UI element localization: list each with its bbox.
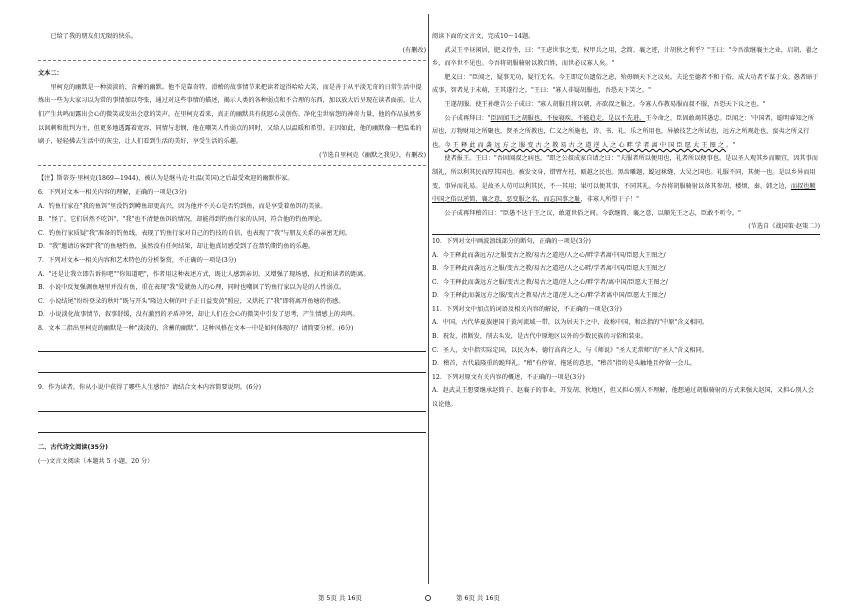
question-11: 11．下列对文中加点的词语及相关内容的解说，不正确的一项是(3分) bbox=[432, 305, 622, 313]
q7-option: C．小说结尾"纷纷登录的秋叶"既与开头"隆边大树的叶子正日益变黄"照应，又烘托了"我"即将离开鱼塘的伤感。 bbox=[38, 297, 345, 305]
q10-option: B．今王释此而袭远方之服/变古之教/易古之道逆/人之心畔/学者离中国/臣愿大王图之/ bbox=[432, 265, 666, 273]
text2-source: (节选自里柯克《幽默之我见》，有删改) bbox=[319, 151, 426, 159]
answer-line bbox=[38, 360, 426, 373]
q11-option: B．祝发，指断发，削去头发，是古代中原地区以外的少数民族的习俗和装束。 bbox=[432, 333, 647, 341]
passage-paragraph: 王遂胡服。使王孙绁告公子成曰："寡人胡服且将以朝，亦欲叔之服之。今寡人作教易服而叔不服，吾恐天下议之也。" bbox=[444, 100, 766, 108]
q6-option: D．"我"邀请访客到"我"的鱼塘钓鱼，虽然没有任何结果，却让他真切感受到了在禁钓期钓鱼的乐趣。 bbox=[38, 243, 315, 251]
passage-paragraph bbox=[432, 152, 820, 206]
q11-option: C．圣人，文中指实际定国，以民为本，德行高尚之人，与《师说》"圣人无常师"的"圣人"含义相同。 bbox=[432, 346, 708, 354]
reading-instruction: 阅读下面的文言文，完成10～14题。 bbox=[432, 33, 535, 40]
page-number-right: 第 6页 共 16页 bbox=[456, 594, 500, 602]
question-7: 7．下列对文本一相关内容和艺术特色的分析鉴赏，不正确的一项是(3分) bbox=[38, 256, 237, 264]
q10-option: C．今王释此而袭远方之服/变古之教/易古之道/逆人之心/畔学者/离中国/臣愿大王图之/ bbox=[432, 278, 668, 286]
right-column bbox=[432, 30, 820, 412]
question-9: 9．作为读者，你从小说中获得了哪些人生感悟？请结合文本内容简要说明。(6分) bbox=[38, 384, 262, 392]
underlined-sentence: 臣固闻王之胡服也，不佞寝疾，不能趋走，是以不先进。 bbox=[490, 114, 646, 122]
passage-paragraph: 公子成再拜稽首曰："臣愚不达于王之议，敢道世俗之间。今欲继简、襄之意，以顺先王之志，臣敢不听令。" bbox=[444, 209, 741, 217]
binding-ring-icon bbox=[425, 595, 431, 601]
footnote: 【注】斯蒂芬·里柯克(1869—1944)，被认为是继马克·吐温(美国)之后最受欢迎的幽默作家。 bbox=[38, 175, 294, 183]
question-8: 8．文本二指出里柯克的幽默是一种"淡淡的、含蓄的幽默"，这种风格在文本一中是如何体现的？请简要分析。(6分) bbox=[38, 324, 354, 332]
source-note: (有删改) bbox=[402, 46, 426, 54]
q12-option: A．赵武灵王想要继承赵简子、赵襄子的事业，开发胡、狄地区，但又担心别人不理解，他想通过胡服骑射的方式来强大赵国，又担心别人会议论他。 bbox=[432, 387, 814, 409]
q6-option: B．"怪了，它们居然不吃饵"，"我"也不清楚鱼饵的情况，却能得到钓鱼行家的认同，符合他的钓鱼理论。 bbox=[38, 216, 327, 224]
q11-option: A．中国，古代华夏族建国于黄河流域一带，以为居天下之中，故称中国，和泛指的"中原"含义相同。 bbox=[432, 319, 709, 327]
answer-line bbox=[38, 399, 426, 412]
passage-text: 使者报王。王曰："吾固闻叔之病也。"即之公叔成家自请之曰："夫服者所以便用也，礼者所以便事也。是以圣人观其乡而顺宜，因其事而制礼，所以利其民而厚其国也。被发文身，错臂左衽，瓯越之民也。黑齿雕题，鯷冠秫缝，大吴之国也。礼服不同，其便一也。是以乡异而用变，事异而礼易。是故圣人苟可以利其民，不一其用；果可以便其事，不同其礼。今吾将胡服骑射以备其参胡、楼烦、秦、韩之边， bbox=[432, 155, 818, 190]
passage-text: ，非寡人所望于子！" bbox=[580, 196, 640, 204]
underlined-sentence: 而叔也顺中国之俗以逆简、襄之意，恶变服之名，而忘国事之耻 bbox=[432, 182, 816, 204]
q7-option: D．小说淡化故事情节，叙事舒缓，没有激烈的矛盾冲突，却让人们在会心的微笑中引发了思考，产生情感上的共鸣。 bbox=[38, 311, 359, 319]
text2-body: 里柯克的幽默是一种淡淡的、含蓄的幽默。他不是靠奇特、滑稽的故事情节来把读者逗得哈哈大笑，而是善于从平淡无奇的日常生活中提炼出一些为大家习以为常的事情加以夸张，通过对这些事情的描述，揭示人类的各种弱点和不合理的东西，加以放大后呈现在读者面前，让人们产生共鸣而露出会心的微笑或发出会意的笑声。在里柯克看来，真正的幽默具有抚慰心灵创伤、净化尘世宿怨的神奇力量，他的作品虽然多以讽刺和批判为主，但更多地透露着宽容、同情与悲悯，他在嘲笑人性弱点的同时，又给人以温暖和希望。正因如此，他的幽默像一把温柔的刷子，轻轻拂去生活中的灰尘，让人们看到生活的美好，享受生活的乐趣。 bbox=[38, 83, 422, 146]
passage-paragraph bbox=[432, 112, 820, 153]
left-column bbox=[38, 30, 426, 468]
section-heading: 二、古代诗文阅读(35分) bbox=[38, 444, 108, 452]
passage-text: 。" bbox=[726, 141, 736, 149]
q6-option: A．钓鱼行家在"我的鱼饵"里没钓到鳟鱼却更高兴，因为他并不关心是否钓到鱼，而是享受着鱼饵的美景。 bbox=[38, 202, 327, 210]
text2-heading: 文本二： bbox=[38, 70, 63, 78]
question-6: 6．下列对文本一相关内容的理解，正确的一项是(3分) bbox=[38, 188, 187, 196]
passage-paragraph: 武灵王平昼闲居，肥义侍坐，曰："王虑世事之变，权甲兵之用，念简、襄之迹，计胡狄之利乎？"王曰："今吾欲继襄主之业，启胡、翟之乡，而卒世不见也。今吾将胡服骑射以教百姓，而世必议寡人矣。" bbox=[432, 46, 818, 68]
passage-lead: 公子成再拜曰：" bbox=[444, 114, 491, 122]
q10-option: A．今王释此而袭远方/之服变古之教/易古之道逆/人之心/畔学者离中国/臣愿大王图之/ bbox=[432, 251, 666, 259]
q11-option: D．稽首，古代最隆重的跪拜礼。"稽"有停留、拖延的意思，"稽首"指的是头触地且停留一会儿。 bbox=[432, 360, 696, 368]
answer-line bbox=[38, 339, 426, 352]
question-12: 12．下列对原文有关内容的概述，不正确的一项是(3分) bbox=[432, 373, 585, 381]
q10-option: D．今王释此而袭远方之服/变古之教易/古之道/逆人之心/畔学者离中国/臣愿大王图之/ bbox=[432, 292, 667, 300]
q7-option: A．"还是让我立即告诉你吧""你知道吧"，作者用这种表述方式，既让人感到亲切，又增强了现场感，拉近和读者的距离。 bbox=[38, 270, 370, 278]
passage-text: 王今命之，臣固敢竭其愚忠。臣闻之：'中国者，聪明睿知之所居也，万物财用之所聚也，贤圣之所教也，仁义之所施也，诗、书、礼、乐之所用也，异敏技艺之所试也，远方之所观赴也，蛮夷之所义行也。 bbox=[432, 114, 815, 149]
question-10: 10．下列对文中画波浪线部分的断句，正确的一项是(3分) bbox=[432, 237, 591, 245]
q6-option: C．钓鱼行家质疑"我"准备的钓鱼线，表现了钓鱼行家对自己的钓技的自信，也表现了"我"与朋友关系的亲密无间。 bbox=[38, 229, 352, 237]
wavy-underlined-passage: 今王释此而袭远方之服变古之教易古之道逆人之心畔学者离中国臣愿大王图之 bbox=[444, 141, 727, 149]
column-divider bbox=[428, 14, 429, 584]
answer-line bbox=[38, 420, 426, 433]
dashed-separator bbox=[38, 165, 426, 166]
dashed-separator bbox=[38, 60, 426, 61]
passage-tail: 已给了我的朋友们无限的快乐。 bbox=[50, 33, 138, 40]
page-number-left: 第 5页 共 16页 bbox=[318, 594, 362, 602]
subsection-heading: (一)文言文阅读（本题共 5 小题，20 分） bbox=[38, 457, 154, 465]
q7-option: B．小说中反复强调鱼塘里并没有鱼，重在表现"我"爱就鱼人的心理，同时也嘲讽了钓鱼行家以为是的人性弱点。 bbox=[38, 284, 346, 292]
passage-source: (节选自《战国策·赵策二》) bbox=[748, 223, 820, 231]
passage-paragraph: 肥义曰："臣闻之，疑事无功，疑行无名。今王即定负遗俗之虑，殆毋顾天下之议矣。夫论至德者不和于俗，成大功者不谋于众。愚者暗于成事，智者见于未萌，王其遂行之。"王曰："寡人非疑胡服也，吾恐天下笑之。" bbox=[432, 73, 819, 95]
